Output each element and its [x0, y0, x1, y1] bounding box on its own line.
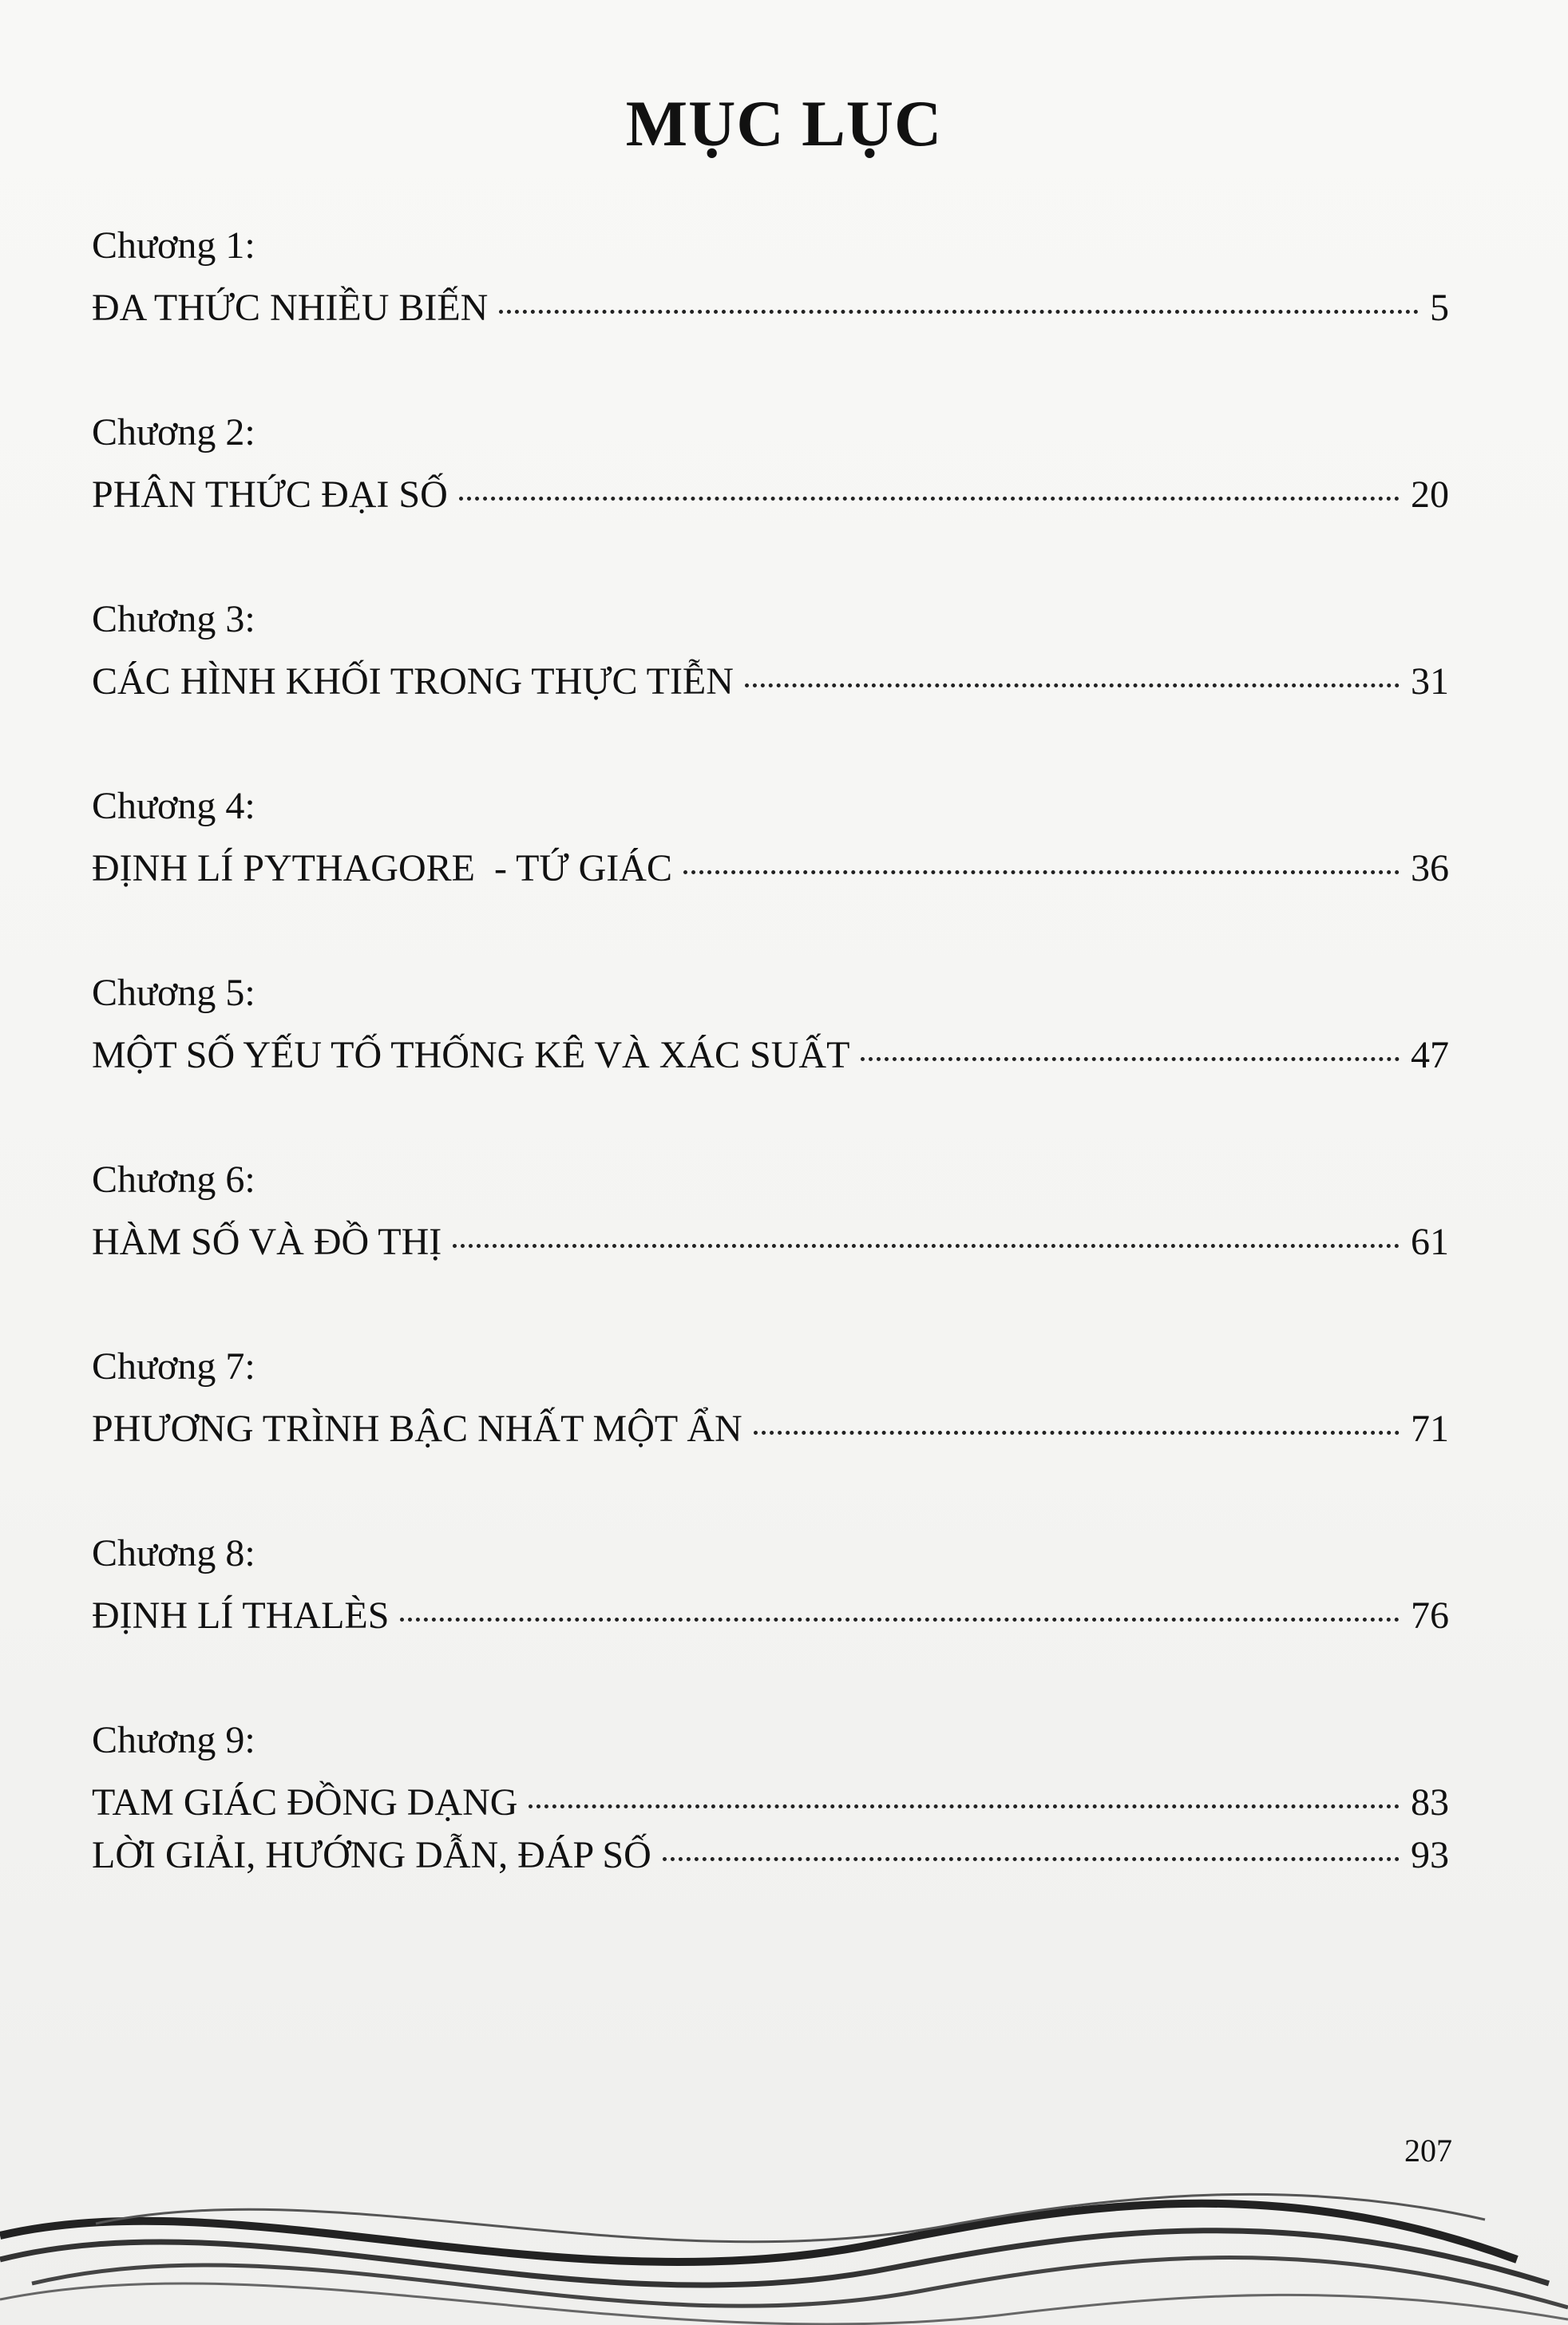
page-number: 93 — [1411, 1834, 1449, 1876]
page-number: 71 — [1411, 1408, 1449, 1450]
dot-leader — [400, 1618, 1400, 1622]
page-number: 31 — [1411, 660, 1449, 703]
dot-leader — [663, 1857, 1400, 1861]
page-number: 47 — [1411, 1034, 1449, 1076]
toc-entry-7 — [92, 1337, 1449, 1523]
dot-leader — [861, 1057, 1400, 1061]
toc-line — [92, 659, 1449, 703]
chapter-label: Chương 6: — [92, 1159, 255, 1201]
page-number: 36 — [1411, 847, 1449, 889]
toc-line — [92, 286, 1449, 330]
chapter-title: LỜI GIẢI, HƯỚNG DẪN, ĐÁP SỐ — [92, 1834, 651, 1876]
folio-page-number: 207 — [1404, 2133, 1452, 2169]
chapter-title: HÀM SỐ VÀ ĐỒ THỊ — [92, 1221, 442, 1263]
chapter-title: ĐỊNH LÍ PYTHAGORE - TỨ GIÁC — [92, 847, 672, 889]
dot-leader — [459, 497, 1400, 501]
page-title: MỤC LỤC — [625, 87, 943, 160]
toc-line — [92, 1033, 1449, 1077]
dot-leader — [453, 1244, 1400, 1248]
toc-entry-8 — [92, 1523, 1449, 1710]
dot-leader — [754, 1431, 1400, 1435]
toc-entry-2 — [92, 402, 1449, 589]
toc-line — [92, 1220, 1449, 1264]
page-number: 76 — [1411, 1594, 1449, 1637]
toc-entry-1 — [92, 216, 1449, 402]
toc-entry-6 — [92, 1150, 1449, 1337]
chapter-title: MỘT SỐ YẾU TỐ THỐNG KÊ VÀ XÁC SUẤT — [92, 1034, 850, 1076]
chapter-label: Chương 3: — [92, 598, 255, 640]
table-of-contents — [92, 216, 1449, 2020]
chapter-label: Chương 8: — [92, 1532, 255, 1574]
chapter-label: Chương 9: — [92, 1719, 255, 1761]
chapter-label: Chương 2: — [92, 411, 255, 454]
chapter-label: Chương 5: — [92, 972, 255, 1014]
chapter-title: PHƯƠNG TRÌNH BẬC NHẤT MỘT ẨN — [92, 1408, 742, 1450]
page-number: 20 — [1411, 473, 1449, 516]
dot-leader — [683, 870, 1400, 874]
page-number: 61 — [1411, 1221, 1449, 1263]
toc-entry-5 — [92, 963, 1449, 1150]
toc-line — [92, 1780, 1449, 1824]
toc-line — [92, 473, 1449, 517]
chapter-title: ĐỊNH LÍ THALÈS — [92, 1594, 390, 1637]
dot-leader — [745, 683, 1400, 687]
page-number: 5 — [1430, 287, 1449, 329]
chapter-label: Chương 1: — [92, 224, 255, 267]
chapter-title: PHÂN THỨC ĐẠI SỐ — [92, 473, 448, 516]
chapter-title: ĐA THỨC NHIỀU BIẾN — [92, 287, 489, 329]
toc-entry-4 — [92, 776, 1449, 963]
toc-line — [92, 1833, 1449, 1877]
toc-line — [92, 1594, 1449, 1638]
swoosh-ornament-icon — [0, 2148, 1568, 2325]
dot-leader — [499, 310, 1419, 314]
dot-leader — [529, 1804, 1400, 1808]
toc-line — [92, 846, 1449, 890]
chapter-title: CÁC HÌNH KHỐI TRONG THỰC TIỄN — [92, 660, 734, 703]
toc-entry-3 — [92, 589, 1449, 776]
chapter-label: Chương 7: — [92, 1345, 255, 1388]
chapter-title: TAM GIÁC ĐỒNG DẠNG — [92, 1781, 518, 1824]
chapter-label: Chương 4: — [92, 785, 255, 827]
toc-line — [92, 1407, 1449, 1451]
page-number: 83 — [1411, 1781, 1449, 1824]
toc-entry-solutions — [92, 1833, 1449, 2020]
